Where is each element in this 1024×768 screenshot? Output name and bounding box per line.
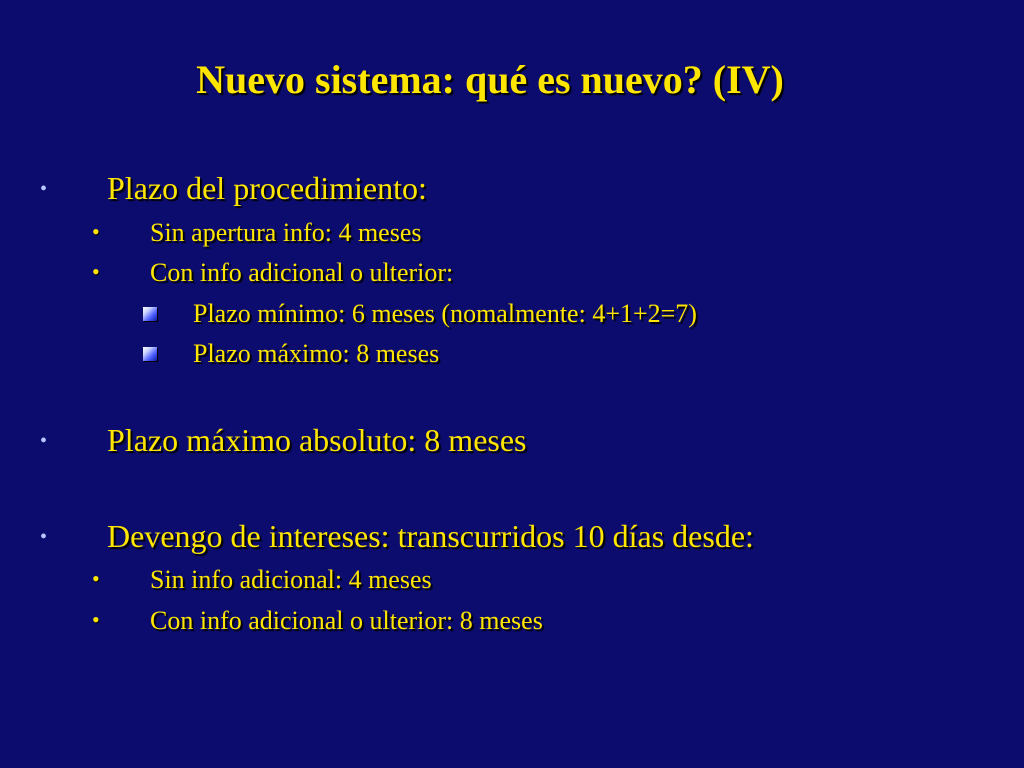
bullet-text: Plazo máximo absoluto: 8 meses [107,422,527,458]
sub-bullet-text: Con info adicional o ulterior: [150,258,454,287]
bullet-dot-icon: • [92,219,100,244]
bullet-dot-icon: • [40,430,48,452]
bullet-dot-icon: • [92,607,100,632]
bullet-dot-icon: • [92,566,100,591]
sub-bullet-text: Con info adicional o ulterior: 8 meses [150,606,543,635]
bullet-text: Devengo de intereses: transcurridos 10 días desde: [107,518,754,554]
bullet-dot-icon: • [40,526,48,548]
sub-bullet-text: Sin info adicional: 4 meses [150,565,432,594]
bullet-text: Plazo del procedimiento: [107,170,427,206]
square-bullet-icon [143,307,157,321]
square-bullet-icon [143,347,157,361]
bullet-dot-icon: • [40,178,48,200]
sub-bullet-text: Sin apertura info: 4 meses [150,218,422,247]
slide-title: Nuevo sistema: qué es nuevo? (IV) [196,57,784,102]
sub-sub-bullet-text: Plazo mínimo: 6 meses (nomalmente: 4+1+2=7) [193,299,697,328]
sub-sub-bullet-text: Plazo máximo: 8 meses [193,339,440,368]
bullet-dot-icon: • [92,259,100,284]
